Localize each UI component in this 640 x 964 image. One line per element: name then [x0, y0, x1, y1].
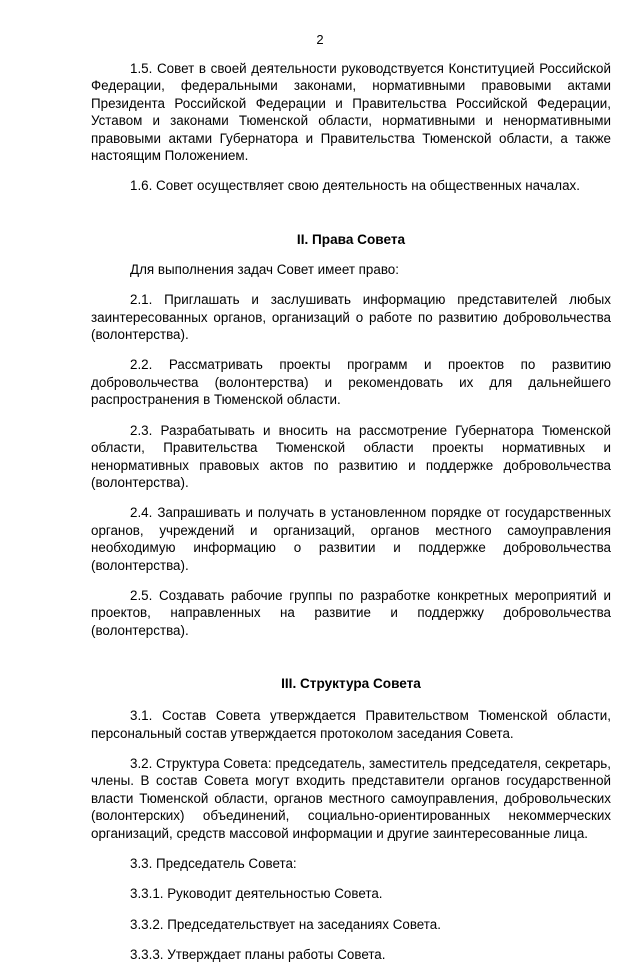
paragraph-3-1: 3.1. Состав Совета утверждается Правительством Тюменской области, персональный состав утверждается протоколом заседания Совета.: [91, 708, 611, 741]
paragraph-2-4: 2.4. Запрашивать и получать в установленном порядке от государственных органов, учреждений и организаций, органов местного самоуправления необходимую информацию о развитии и поддержке добровольчества (волонтерства).: [91, 505, 611, 573]
paragraph-3-3-3: 3.3.3. Утверждает планы работы Совета.: [130, 947, 386, 963]
paragraph-3-3-1: 3.3.1. Руководит деятельностью Совета.: [130, 886, 383, 902]
paragraph-2-1: 2.1. Приглашать и заслушивать информацию представителей любых заинтересованных органов, организаций о работе по развитию добровольчества (волонтерства).: [91, 292, 611, 343]
paragraph-rights-intro: Для выполнения задач Совет имеет право:: [130, 261, 399, 277]
paragraph-2-3: 2.3. Разрабатывать и вносить на рассмотрение Губернатора Тюменской области, Правительства Тюменской области проекты нормативных и ненормативных правовых актов по развитию и поддержке добровольчества (волонтерства).: [91, 422, 611, 490]
paragraph-3-2: 3.2. Структура Совета: председатель, заместитель председателя, секретарь, члены. В состав Совета могут входить представители органов государственной власти Тюменской области, органов местного самоуправления, добровольческих (волонтерских) объединений, социально-ориентированных некоммерческих организаций, средств массовой информации и другие заинтересованные лица.: [91, 755, 611, 841]
paragraph-2-5: 2.5. Создавать рабочие группы по разработке конкретных мероприятий и проектов, направленных на развитие и поддержку добровольчества (волонтерства).: [91, 587, 611, 638]
paragraph-2-2: 2.2. Рассматривать проекты программ и проектов по развитию добровольчества (волонтерства) и рекомендовать их для дальнейшего распространения в Тюменской области.: [91, 357, 611, 408]
paragraph-3-3-2: 3.3.2. Председательствует на заседаниях Совета.: [130, 916, 441, 932]
paragraph-1-6: 1.6. Совет осуществляет свою деятельность на общественных началах.: [130, 178, 580, 194]
section-heading-rights: II. Права Совета: [296, 231, 406, 247]
page-number: 2: [316, 32, 324, 47]
paragraph-1-5: 1.5. Совет в своей деятельности руководствуется Конституцией Российской Федерации, федеральными законами, нормативными правовыми актами Президента Российской Федерации и Правительства Российской Федерации, Уставом и законами Тюменской области, нормативными и ненормативными правовыми актами Губернатора и Правительства Тюменской области, а также настоящим Положением.: [91, 61, 611, 164]
document-body: [91, 60, 611, 964]
paragraph-3-3: 3.3. Председатель Совета:: [130, 856, 297, 871]
section-heading-structure: III. Структура Совета: [281, 676, 421, 692]
